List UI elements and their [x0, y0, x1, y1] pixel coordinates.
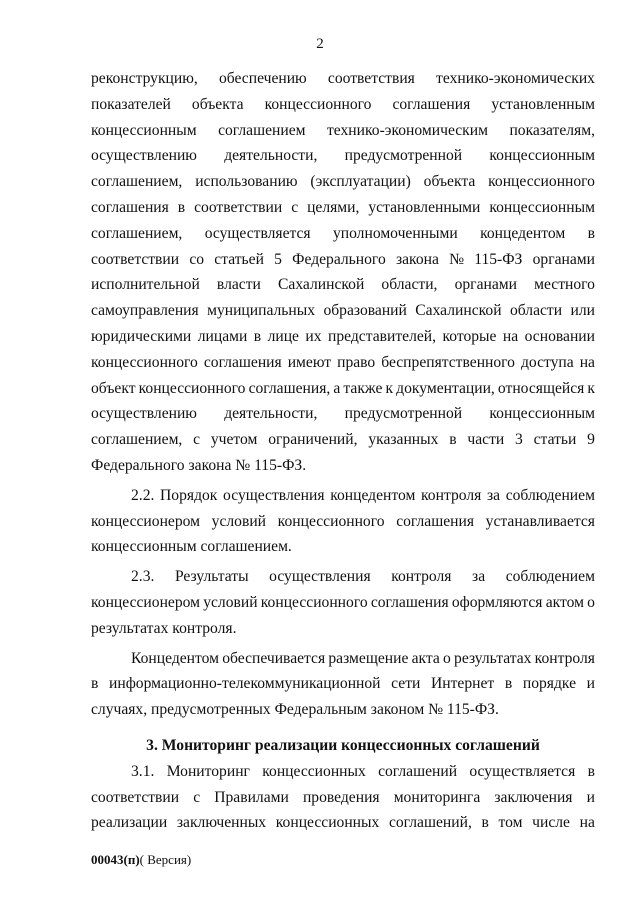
- paragraph-2-3: [91, 564, 595, 641]
- text-line: соглашения в соответствии с целями, установленными концессионным: [91, 198, 595, 216]
- text-line: в информационно-телекоммуникационной сети Интернет в порядке и: [91, 675, 595, 693]
- text-line: концессионным соглашением технико-экономическим показателям,: [91, 121, 595, 139]
- text-line: реализации заключенных концессионных соглашений, в том числе на: [91, 814, 595, 832]
- document-version: ( Версия): [139, 852, 192, 867]
- document-body: [91, 66, 595, 836]
- text-line: объект концессионного соглашения, а также к документации, относящейся к: [91, 379, 595, 397]
- text-line: концессионного соглашения имеют право беспрепятственного доступа на: [91, 353, 595, 371]
- text-line: случаях, предусмотренных Федеральным законом № 115-ФЗ.: [91, 701, 499, 719]
- paragraph-1: [91, 66, 595, 479]
- section-heading: 3. Мониторинг реализации концессионных соглашений: [146, 736, 540, 754]
- text-line: 2.3. Результаты осуществления контроля за соблюдением: [131, 568, 595, 586]
- paragraph-3-1: [91, 759, 595, 836]
- text-line: показателей объекта концессионного соглашения установленным: [91, 95, 595, 113]
- text-line: концессионером условий концессионного соглашения устанавливается: [91, 512, 595, 530]
- document-code: 00043(п): [91, 852, 140, 867]
- text-line: концессионным соглашением.: [91, 538, 292, 556]
- text-line: концессионером условий концессионного соглашения оформляются актом о: [91, 593, 595, 611]
- paragraph-2-2: [91, 483, 595, 560]
- text-line: соглашением, осуществляется уполномоченными концедентом в: [91, 224, 595, 242]
- text-line: соответствии со статьей 5 Федерального закона № 115-ФЗ органами: [91, 250, 595, 268]
- text-line: самоуправления муниципальных образований Сахалинской области или: [91, 302, 595, 320]
- text-line: исполнительной власти Сахалинской области, органами местного: [91, 276, 595, 294]
- text-line: Концедентом обеспечивается размещение акта о результатах контроля: [131, 649, 595, 667]
- text-line: осуществлению деятельности, предусмотренной концессионным: [91, 405, 595, 423]
- paragraph-publication: [91, 646, 595, 723]
- text-line: соглашением, с учетом ограничений, указанных в части 3 статьи 9: [91, 431, 595, 449]
- document-footer: [91, 852, 191, 868]
- text-line: результатах контроля.: [91, 619, 237, 637]
- text-line: 2.2. Порядок осуществления концедентом контроля за соблюдением: [131, 486, 595, 504]
- page-number: 2: [316, 36, 324, 52]
- text-line: осуществлению деятельности, предусмотренной концессионным: [91, 147, 595, 165]
- text-line: юридическими лицами в лице их представителей, которые на основании: [91, 327, 595, 345]
- text-line: Федерального закона № 115-ФЗ.: [91, 456, 307, 474]
- text-line: соглашением, использованию (эксплуатации) объекта концессионного: [91, 173, 595, 191]
- text-line: соответствии с Правилами проведения мониторинга заключения и: [91, 788, 595, 806]
- text-line: реконструкцию, обеспечению соответствия технико-экономических: [91, 70, 595, 87]
- text-line: 3.1. Мониторинг концессионных соглашений осуществляется в: [131, 762, 595, 780]
